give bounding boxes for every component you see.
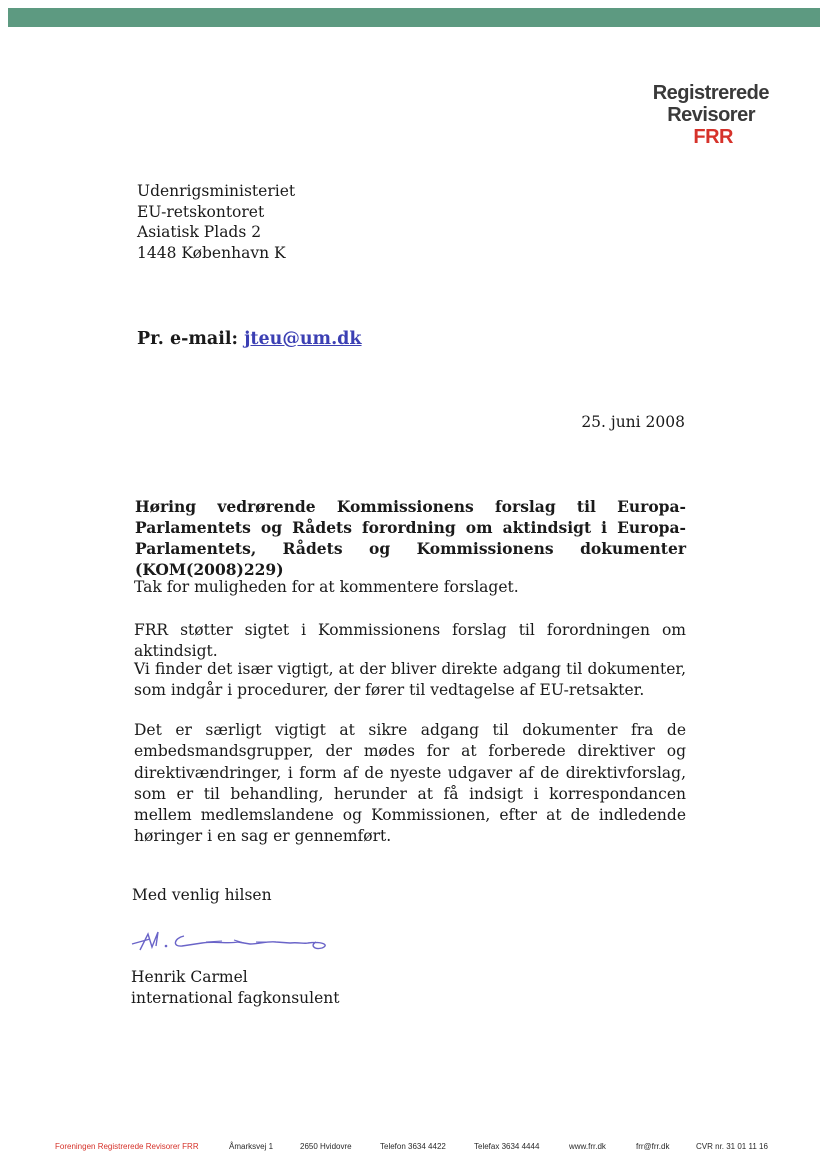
letter-date: 25. juni 2008 bbox=[581, 413, 685, 431]
body-paragraph: Tak for muligheden for at kommentere forslaget. bbox=[134, 578, 519, 596]
recipient-address bbox=[137, 181, 295, 263]
email-label: Pr. e-mail: bbox=[137, 329, 238, 349]
logo-line-2: Revisorer bbox=[667, 104, 755, 126]
signer-name: Henrik Carmel bbox=[131, 968, 248, 986]
signer-block bbox=[131, 967, 340, 1008]
handwritten-signature bbox=[126, 922, 331, 958]
recipient-line: 1448 København K bbox=[137, 243, 286, 262]
letterhead-footer bbox=[0, 1142, 827, 1156]
closing-greeting: Med venlig hilsen bbox=[132, 886, 272, 904]
email-link[interactable]: jteu@um.dk bbox=[244, 329, 362, 349]
body-paragraph: Det er særligt vigtigt at sikre adgang til dokumenter fra de embedsmandsgrupper, der mødes for at forberede direktiver og direktivændringer, i form af de nyeste udgaver af de direktivforslag, som er til behandling, herunder at få indsigt i korrespondancen mellem medlemslandene og Kommissionen, efter at de indledende høringer i en sag er gennemført. bbox=[134, 721, 686, 846]
signer-title: international fagkonsulent bbox=[131, 988, 340, 1007]
footer-cvr: CVR nr. 31 01 11 16 bbox=[696, 1142, 768, 1151]
frr-logo bbox=[653, 82, 769, 148]
logo-line-1: Registrerede bbox=[652, 82, 769, 104]
subject-heading: Høring vedrørende Kommissionens forslag til Europa-Parlamentets og Rådets forordning om aktindsigt i Europa-Parlamentets, Rådets og Kommissionens dokumenter (KOM(2008)229) bbox=[135, 497, 686, 579]
recipient-line: Udenrigsministeriet bbox=[137, 182, 296, 200]
body-paragraph: Vi finder det især vigtigt, at der bliver direkte adgang til dokumenter, som indgår i procedurer, der fører til vedtagelse af EU-retsakter. bbox=[134, 660, 686, 700]
header-bar bbox=[8, 8, 820, 27]
recipient-line: EU-retskontoret bbox=[137, 202, 265, 221]
footer-city: 2650 Hvidovre bbox=[300, 1142, 352, 1151]
footer-street: Åmarksvej 1 bbox=[229, 1142, 274, 1151]
footer-organization: Foreningen Registrerede Revisorer FRR bbox=[55, 1142, 199, 1151]
footer-email[interactable]: frr@frr.dk bbox=[636, 1142, 670, 1151]
recipient-line: Asiatisk Plads 2 bbox=[137, 223, 262, 241]
footer-phone: Telefon 3634 4422 bbox=[380, 1142, 446, 1151]
email-line bbox=[137, 329, 362, 349]
footer-fax: Telefax 3634 4444 bbox=[474, 1142, 540, 1151]
logo-line-3: FRR bbox=[693, 126, 733, 148]
body-paragraph: FRR støtter sigtet i Kommissionens forslag til forordningen om aktindsigt. bbox=[134, 621, 686, 661]
footer-website[interactable]: www.frr.dk bbox=[569, 1142, 606, 1151]
